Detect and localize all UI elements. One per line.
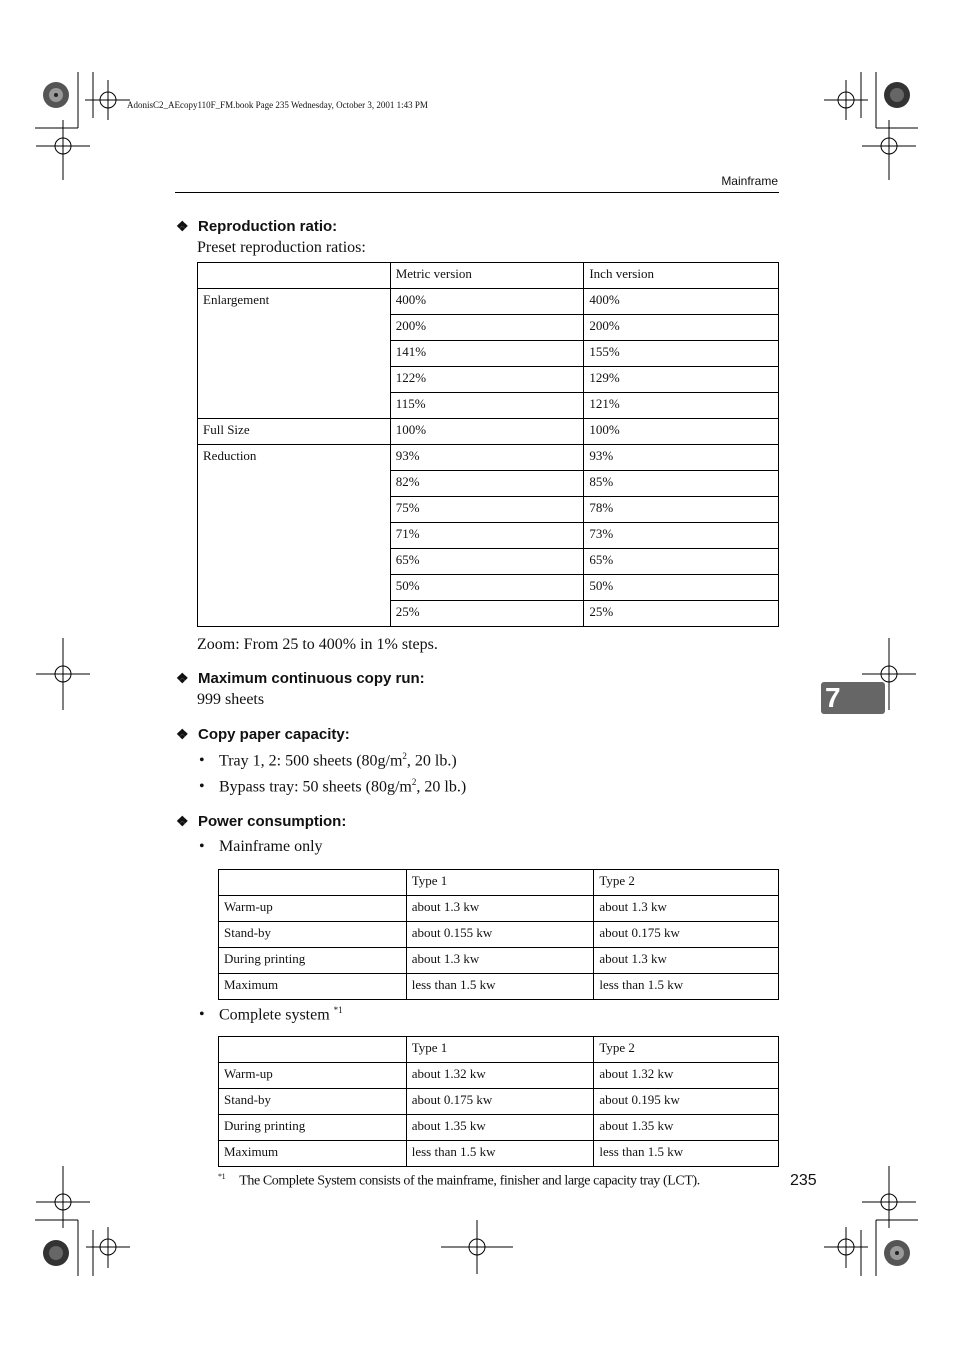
row-label-cell: Maximum (219, 974, 407, 1000)
column-header (198, 263, 391, 289)
inch-cell: 93% (584, 445, 779, 471)
bullet-dot-icon: • (199, 1006, 205, 1024)
type2-cell: about 1.3 kw (594, 896, 779, 922)
inch-cell: 100% (584, 419, 779, 445)
table-row (219, 1141, 779, 1167)
group-label-cell: Full Size (198, 419, 391, 445)
table-header-row (219, 870, 779, 896)
type1-cell: about 1.35 kw (406, 1115, 594, 1141)
column-header: Type 1 (406, 870, 594, 896)
footnote-text: The Complete System consists of the mainframe, finisher and large capacity tray (LCT). (239, 1173, 700, 1189)
column-header: Inch version (584, 263, 779, 289)
zoom-note: Zoom: From 25 to 400% in 1% steps. (197, 636, 438, 653)
type2-cell: about 0.195 kw (594, 1089, 779, 1115)
type1-cell: about 1.32 kw (406, 1063, 594, 1089)
inch-cell: 155% (584, 341, 779, 367)
group-label-cell: Enlargement (198, 289, 391, 419)
power-complete-table (218, 1036, 779, 1167)
table-row (219, 922, 779, 948)
type2-cell: about 1.32 kw (594, 1063, 779, 1089)
metric-cell: 141% (390, 341, 584, 367)
type1-cell: less than 1.5 kw (406, 974, 594, 1000)
table-row (219, 896, 779, 922)
column-header: Metric version (390, 263, 584, 289)
metric-cell: 65% (390, 549, 584, 575)
type2-cell: about 0.175 kw (594, 922, 779, 948)
metric-cell: 25% (390, 601, 584, 627)
repro-intro: Preset reproduction ratios: (197, 239, 366, 256)
inch-cell: 129% (584, 367, 779, 393)
max-run-value: 999 sheets (197, 691, 265, 708)
metric-cell: 75% (390, 497, 584, 523)
type2-cell: less than 1.5 kw (594, 974, 779, 1000)
footnote-marker: *1 (218, 1172, 226, 1181)
inch-cell: 65% (584, 549, 779, 575)
complete-system-label: • Complete system $^{*1}$ (199, 1005, 343, 1024)
repro-heading-text: Reproduction ratio: (198, 218, 338, 235)
power-heading (176, 813, 346, 830)
paper-capacity-heading (176, 726, 350, 743)
inch-cell: 78% (584, 497, 779, 523)
repro-table (197, 262, 779, 627)
column-header: Type 2 (594, 870, 779, 896)
column-header (219, 1037, 407, 1063)
metric-cell: 115% (390, 393, 584, 419)
type2-cell: about 1.35 kw (594, 1115, 779, 1141)
group-label-cell: Reduction (198, 445, 391, 627)
capacity-item-bypass: • Bypass tray: 50 sheets ($80g/m^2$, 20 lb.) (199, 777, 467, 796)
row-label-cell: Maximum (219, 1141, 407, 1167)
chapter-tab[interactable]: 7 (821, 682, 885, 714)
type2-cell: about 1.3 kw (594, 948, 779, 974)
inch-cell: 121% (584, 393, 779, 419)
row-label-cell: During printing (219, 1115, 407, 1141)
bullet-dot-icon: • (199, 838, 205, 855)
column-header (219, 870, 407, 896)
column-header: Type 1 (406, 1037, 594, 1063)
inch-cell: 200% (584, 315, 779, 341)
table-row (198, 419, 779, 445)
metric-cell: 100% (390, 419, 584, 445)
inch-cell: 73% (584, 523, 779, 549)
type1-cell: about 1.3 kw (406, 948, 594, 974)
bullet-dot-icon: • (199, 778, 205, 796)
column-header: Type 2 (594, 1037, 779, 1063)
metric-cell: 82% (390, 471, 584, 497)
row-label-cell: During printing (219, 948, 407, 974)
diamond-bullet-icon: ❖ (176, 218, 189, 234)
mainframe-only-label: • Mainframe only (199, 838, 323, 855)
metric-cell: 50% (390, 575, 584, 601)
diamond-bullet-icon: ❖ (176, 670, 189, 686)
paper-capacity-heading-text: Copy paper capacity: (198, 726, 350, 743)
running-header: Mainframe (721, 174, 778, 188)
metric-cell: 71% (390, 523, 584, 549)
max-run-heading (176, 670, 425, 687)
inch-cell: 50% (584, 575, 779, 601)
table-row (219, 1063, 779, 1089)
row-label-cell: Warm-up (219, 896, 407, 922)
capacity-item-tray: • Tray 1, 2: 500 sheets ($80g/m^2$, 20 lb.) (199, 751, 457, 770)
power-mainframe-table (218, 869, 779, 1000)
table-row (219, 948, 779, 974)
table-row (219, 1089, 779, 1115)
repro-heading (176, 218, 337, 235)
table-row (219, 974, 779, 1000)
diamond-bullet-icon: ❖ (176, 726, 189, 742)
row-label-cell: Stand-by (219, 1089, 407, 1115)
table-row (219, 1115, 779, 1141)
table-header-row (198, 263, 779, 289)
metric-cell: 400% (390, 289, 584, 315)
type1-cell: less than 1.5 kw (406, 1141, 594, 1167)
type1-cell: about 0.155 kw (406, 922, 594, 948)
type1-cell: about 0.175 kw (406, 1089, 594, 1115)
diamond-bullet-icon: ❖ (176, 813, 189, 829)
print-line: AdonisC2_AEcopy110F_FM.book Page 235 Wednesday, October 3, 2001 1:43 PM (127, 100, 428, 110)
type2-cell: less than 1.5 kw (594, 1141, 779, 1167)
metric-cell: 200% (390, 315, 584, 341)
power-heading-text: Power consumption: (198, 813, 347, 830)
inch-cell: 85% (584, 471, 779, 497)
metric-cell: 122% (390, 367, 584, 393)
bullet-dot-icon: • (199, 752, 205, 770)
footnote (218, 1172, 700, 1190)
row-label-cell: Warm-up (219, 1063, 407, 1089)
inch-cell: 400% (584, 289, 779, 315)
type1-cell: about 1.3 kw (406, 896, 594, 922)
inch-cell: 25% (584, 601, 779, 627)
table-row (198, 445, 779, 471)
table-row (198, 289, 779, 315)
row-label-cell: Stand-by (219, 922, 407, 948)
metric-cell: 93% (390, 445, 584, 471)
table-header-row (219, 1037, 779, 1063)
header-rule (175, 192, 779, 193)
max-run-heading-text: Maximum continuous copy run: (198, 670, 425, 687)
page-number: 235 (790, 1172, 817, 1189)
